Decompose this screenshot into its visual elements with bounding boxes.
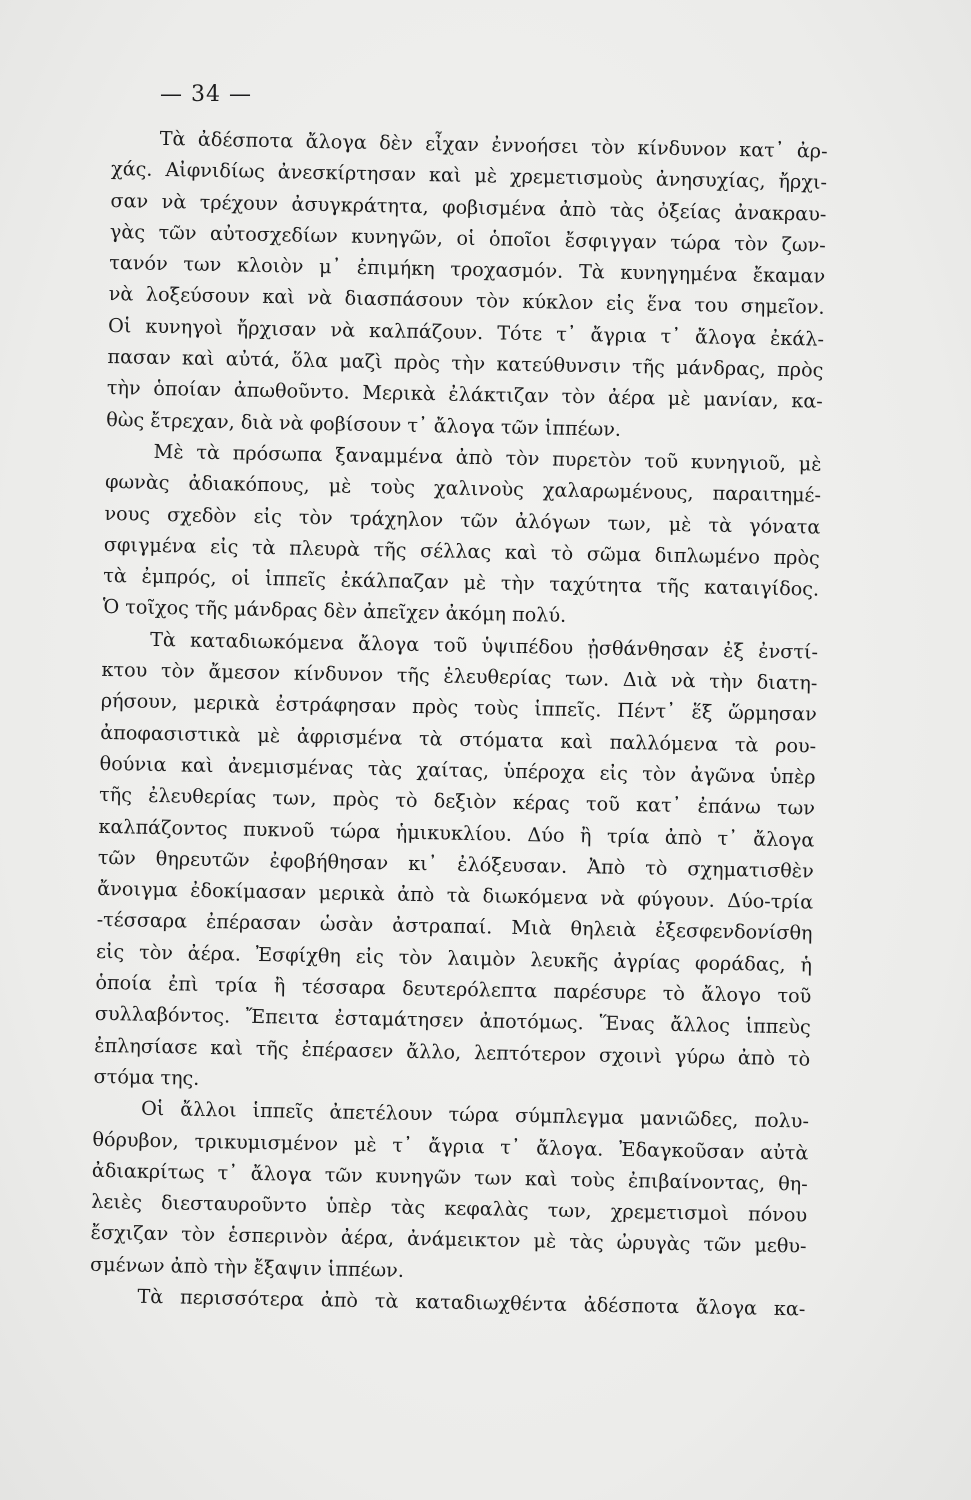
text-line: σαν νὰ τρέχουν ἀσυγκράτητα, φοβισμένα ἀπὸ τὰς ὀξείας ἀνακραυ- bbox=[110, 188, 827, 226]
text-line: θούνια καὶ ἀνεμισμένας τὰς χαίτας, ὑπέροχα εἰς τὸν ἀγῶνα ὑπὲρ bbox=[99, 751, 816, 789]
text-line: Τὰ καταδιωκόμενα ἄλογα τοῦ ὑψιπέδου ᾐσθάνθησαν ἐξ ἐνστί- bbox=[149, 627, 819, 664]
text-line: χάς. Αἰφνιδίως ἀνεσκίρτησαν καὶ μὲ χρεμετισμοὺς ἀνησυχίας, ἤρχι- bbox=[110, 157, 828, 195]
page-number: — 34 — bbox=[160, 82, 252, 107]
text-line: θόρυβον, τρικυμισμένον μὲ τ᾽ ἄγρια τ᾽ ἄλογα. Ἐδαγκοῦσαν αὐτὰ bbox=[92, 1127, 809, 1165]
text-line: τῶν θηρευτῶν ἐφοβήθησαν κι᾽ ἐλόξευσαν. Ἀπὸ τὸ σχηματισθὲν bbox=[97, 845, 814, 883]
text-line: λειὲς διεσταυροῦντο ὑπὲρ τὰς κεφαλὰς των, χρεμετισμοὶ πόνου bbox=[91, 1189, 808, 1227]
text-line: θὼς ἔτρεχαν, διὰ νὰ φοβίσουν τ᾽ ἄλογα τῶν ἱππέων. bbox=[106, 407, 622, 441]
text-line: πασαν καὶ αὐτά, ὅλα μαζὶ πρὸς τὴν κατεύθυνσιν τῆς μάνδρας, πρὸς bbox=[107, 345, 824, 382]
text-line: ἐπλησίασε καὶ τῆς ἐπέρασεν ἄλλο, λεπτότερον σχοινὶ γύρω ἀπὸ τὸ bbox=[94, 1033, 811, 1071]
text-line: τὰ ἐμπρός, οἱ ἱππεῖς ἐκάλπαζαν μὲ τὴν ταχύτητα τῆς καταιγίδος. bbox=[103, 564, 820, 601]
text-line: γὰς τῶν αὐτοσχεδίων κυνηγῶν, οἱ ὁποῖοι ἔσφιγγαν τώρα τὸν ζων- bbox=[109, 219, 826, 257]
text-line: νους σχεδὸν εἰς τὸν τράχηλον τῶν ἀλόγων των, μὲ τὰ γόνατα bbox=[104, 501, 821, 539]
text-line: Οἱ κυνηγοὶ ἤρχισαν νὰ καλπάζουν. Τότε τ᾽ ἄγρια τ᾽ ἄλογα ἐκάλ- bbox=[107, 313, 825, 351]
text-line: τῆς ἐλευθερίας των, πρὸς τὸ δεξιὸν κέρας τοῦ κατ᾽ ἐπάνω των bbox=[98, 783, 816, 820]
text-line: εἰς τὸν ἀέρα. Ἐσφίχθη εἰς τὸν λαιμὸν λευκῆς ἀγρίας φοράδας, ἡ bbox=[95, 939, 813, 977]
text-line: τανόν των κλοιὸν μ᾽ ἐπιμήκη τροχασμόν. Τὰ κυνηγημένα ἔκαμαν bbox=[109, 251, 826, 288]
text-line: φωνὰς ἀδιακόπους, μὲ τοὺς χαλινοὺς χαλαρωμένους, παραιτημέ- bbox=[104, 470, 822, 507]
text-line: Τὰ ἀδέσποτα ἄλογα δὲν εἶχαν ἐννοήσει τὸν κίνδυνον κατ᾽ ἀρ- bbox=[159, 126, 828, 163]
text-line: σφιγμένα εἰς τὰ πλευρὰ τῆς σέλλας καὶ τὸ σῶμα διπλωμένο πρὸς bbox=[103, 532, 820, 570]
text-line: ἔσχιζαν τὸν ἑσπερινὸν ἀέρα, ἀνάμεικτον μὲ τὰς ὠρυγὰς τῶν μεθυ- bbox=[90, 1221, 807, 1258]
text-line: κτου τὸν ἄμεσον κίνδυνον τῆς ἐλευθερίας των. Διὰ νὰ τὴν διατη- bbox=[101, 657, 818, 695]
text-line: καλπάζοντος πυκνοῦ τώρα ἡμικυκλίου. Δύο ἢ τρία ἀπὸ τ᾽ ἄλογα bbox=[98, 814, 815, 852]
text-line: ἄνοιγμα ἐδοκίμασαν μερικὰ ἀπὸ τὰ διωκόμενα νὰ φύγουν. Δύο-τρία bbox=[97, 876, 814, 914]
paragraph-4 bbox=[90, 1092, 809, 1293]
text-line: σμένων ἀπὸ τὴν ἔξαψιν ἱππέων. bbox=[89, 1252, 405, 1282]
paragraph-3 bbox=[93, 623, 818, 1106]
text-line: ἀδιακρίτως τ᾽ ἄλογα τῶν κυνηγῶν των καὶ τοὺς ἐπιβαίνοντας, θη- bbox=[91, 1158, 808, 1196]
text-line: στόμα της. bbox=[93, 1064, 200, 1090]
text-line: νὰ λοξεύσουν καὶ νὰ διασπάσουν τὸν κύκλον εἰς ἕνα του σημεῖον. bbox=[108, 282, 825, 320]
text-line: ἀποφασιστικὰ μὲ ἀφρισμένα τὰ στόματα καὶ παλλόμενα τὰ ρου- bbox=[100, 720, 817, 758]
paragraph-2 bbox=[102, 435, 821, 636]
text-line: -τέσσαρα ἐπέρασαν ὡσὰν ἀστραπαί. Μιὰ θηλειὰ ἐξεσφενδονίσθη bbox=[96, 908, 813, 946]
text-line: ρήσουν, μερικὰ ἐστράφησαν πρὸς τοὺς ἱππεῖς. Πέντ᾽ ἕξ ὥρμησαν bbox=[100, 689, 817, 726]
text-line: συλλαβόντος. Ἔπειτα ἐσταμάτησεν ἀποτόμως. Ἕνας ἄλλος ἱππεὺς bbox=[94, 1002, 811, 1039]
text-line: Μὲ τὰ πρόσωπα ξαναμμένα ἀπὸ τὸν πυρετὸν τοῦ κυνηγιοῦ, μὲ bbox=[153, 439, 822, 476]
body-text bbox=[89, 122, 828, 1325]
paragraph-1 bbox=[106, 122, 828, 449]
text-line: Ὁ τοῖχος τῆς μάνδρας δὲν ἀπεῖχεν ἀκόμη πολύ. bbox=[102, 595, 567, 628]
text-line: Οἱ ἄλλοι ἱππεῖς ἀπετέλουν τώρα σύμπλεγμα μανιῶδες, πολυ- bbox=[140, 1096, 810, 1133]
text-line: Τὰ περισσότερα ἀπὸ τὰ καταδιωχθέντα ἀδέσποτα ἄλογα κα- bbox=[137, 1284, 806, 1321]
text-line: τὴν ὁποίαν ἀπωθοῦντο. Μερικὰ ἐλάκτιζαν τὸν ἀέρα μὲ μανίαν, κα- bbox=[106, 376, 823, 414]
text-line: ὁποία ἐπὶ τρία ἢ τέσσαρα δευτερόλεπτα παρέσυρε τὸ ἄλογο τοῦ bbox=[95, 970, 812, 1008]
